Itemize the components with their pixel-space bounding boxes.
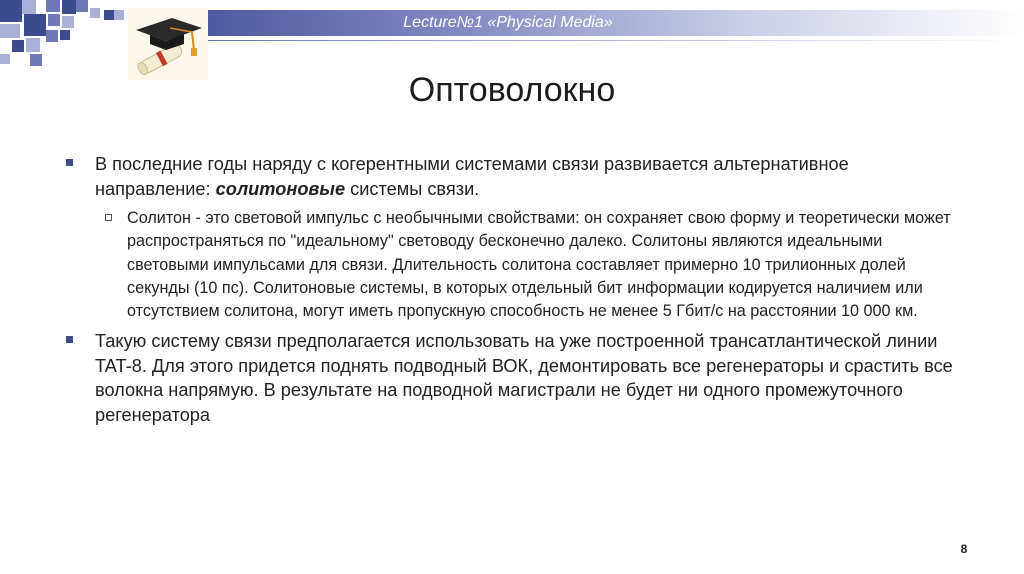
- square-bullet-icon: [66, 159, 73, 166]
- square-bullet-icon: [66, 336, 73, 343]
- hollow-square-bullet-icon: [105, 214, 112, 221]
- bullet-item: [64, 152, 964, 201]
- sub-bullet-item: [127, 207, 964, 323]
- slide-title: Оптоволокно: [408, 71, 616, 109]
- slide-content: [64, 152, 964, 427]
- page-number: 8: [960, 542, 968, 556]
- header-divider: [208, 40, 1024, 41]
- bullet-emphasis: солитоновые: [215, 178, 346, 199]
- bullet-text-before: В последние годы наряду с когерентными системами связи развивается альтернативное направление:: [95, 154, 849, 199]
- lecture-label: Lecture№1 «Physical Media»: [403, 14, 613, 31]
- bullet-item: [64, 329, 964, 427]
- sub-bullet-text: Солитон - это световой импульс с необычными свойствами: он сохраняет свою форму и теоретически может распространяться по "идеальному" световоду бесконечно далеко. Солитоны являются идеальными световыми импульсами для связи. Длительность солитона составляет примерно 10 трилионных долей секунды (10 пс). Солитоновые системы, в которых отдельный бит информации кодируется наличием или отсутствием солитона, могут иметь пропускную способность не менее 5 Гбит/с на расстоянии 10 000 км.: [127, 209, 951, 321]
- bullet-text-after: системы связи.: [345, 178, 480, 199]
- bullet-text: Такую систему связи предполагается использовать на уже построенной трансатлантической линии TAT-8. Для этого придется поднять подводный ВОК, демонтировать все регенераторы и срастить все волокна напрямую. В результате на подводной магистрали не будет ни одного промежуточного регенератора: [95, 331, 953, 425]
